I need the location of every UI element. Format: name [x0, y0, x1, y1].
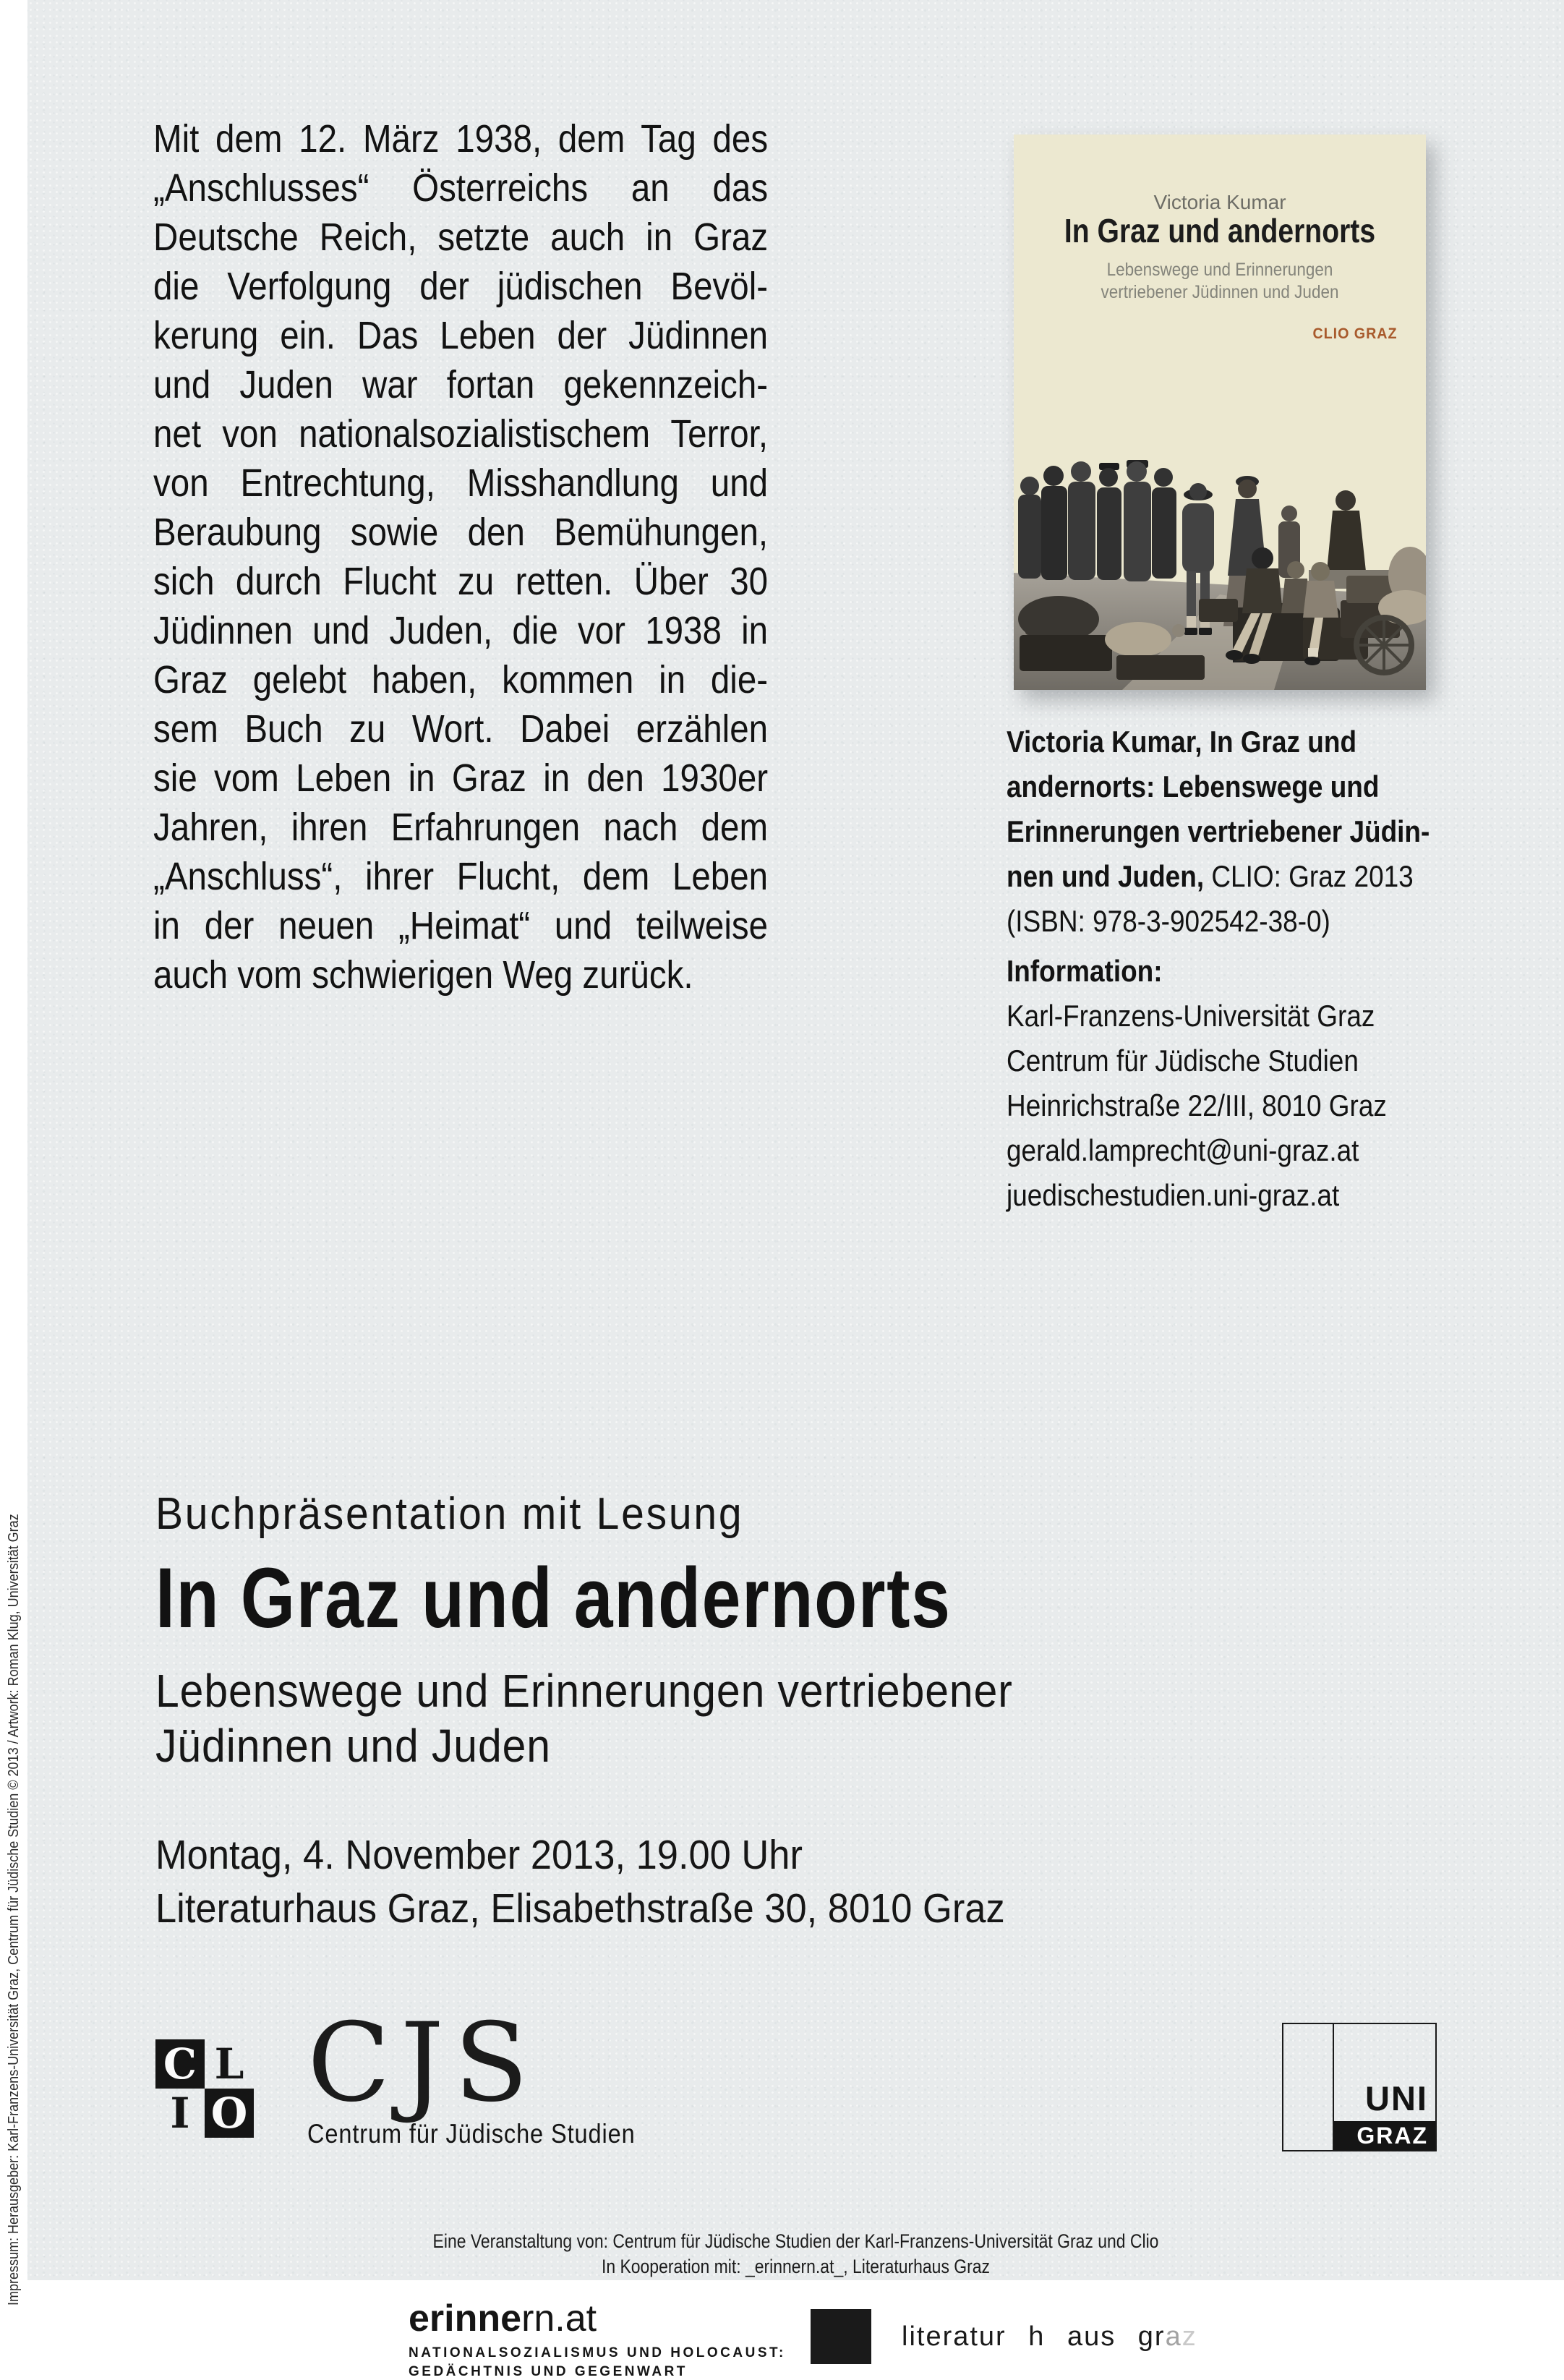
- info-line: juedischestudien.uni-graz.at: [1007, 1178, 1340, 1212]
- intro-line: Deutsche Reich, setzte auch in Graz: [153, 216, 769, 259]
- citation-line: (ISBN: 978-3-902542-38-0): [1007, 904, 1330, 938]
- intro-line: in der neuen „Heimat“ und teilweise: [153, 904, 769, 947]
- intro-line: auch vom schwierigen Weg zurück.: [153, 953, 693, 997]
- event-kicker: Buchpräsentation mit Lesung: [155, 1489, 744, 1539]
- citation-line: Erinnerungen vertriebener Jüdin-: [1007, 814, 1430, 848]
- book-cover-title: In Graz und andernorts: [1064, 212, 1376, 249]
- intro-line: kerung ein. Das Leben der Jüdinnen: [153, 314, 769, 357]
- event-date-venue: [155, 1828, 1005, 1935]
- clio-logo-cell-o: O: [205, 2089, 254, 2138]
- event-subtitle-line1: Lebenswege und Erinnerungen vertriebener: [155, 1665, 1013, 1717]
- book-cover-subtitle-line1: Lebenswege und Erinnerungen: [1106, 260, 1333, 280]
- event-date: Montag, 4. November 2013, 19.00 Uhr: [155, 1832, 803, 1878]
- intro-line: die Verfolgung der jüdischen Bevöl-: [153, 265, 769, 308]
- literaturhaus-wordmark: [902, 2321, 1197, 2353]
- intro-line: net von nationalsozialistischem Terror,: [153, 412, 769, 456]
- book-cover-publisher: CLIO GRAZ: [1312, 325, 1397, 342]
- intro-line: „Anschlusses“ Österreichs an das: [153, 166, 769, 210]
- event-subtitle: [155, 1663, 1013, 1773]
- intro-paragraph: [153, 114, 768, 999]
- info-block: [1007, 949, 1465, 1218]
- intro-line: Jahren, ihren Erfahrungen nach dem: [153, 806, 769, 849]
- erinnern-at-logo: [409, 2298, 786, 2380]
- citation-line: Victoria Kumar, In Graz und: [1007, 725, 1357, 759]
- intro-line: Jüdinnen und Juden, die vor 1938 in: [153, 609, 769, 652]
- organizer-line2: In Kooperation mit: _erinnern.at_, Literaturhaus Graz: [601, 2256, 991, 2277]
- citation-line: andernorts: Lebenswege und: [1007, 769, 1380, 803]
- literaturhaus-wordmark-black: literatur h aus gr: [902, 2321, 1166, 2352]
- intro-line: Beraubung sowie den Bemühungen,: [153, 511, 769, 554]
- cjs-logo-letters: CJS: [307, 2000, 539, 2126]
- intro-line: Mit dem 12. März 1938, dem Tag des: [153, 117, 769, 161]
- info-line: Heinrichstraße 22/III, 8010 Graz: [1007, 1088, 1387, 1122]
- organizer-line1: Eine Veranstaltung von: Centrum für Jüdische Studien der Karl-Franzens-Universität Graz und Clio: [432, 2230, 1159, 2252]
- cjs-logo-caption: Centrum für Jüdische Studien: [307, 2119, 636, 2149]
- info-heading: Information:: [1007, 954, 1163, 988]
- citation-line: nen und Juden, CLIO: Graz 2013: [1007, 859, 1414, 893]
- intro-line: sich durch Flucht zu retten. Über 30: [153, 560, 769, 603]
- impressum-vertical-text: Impressum: Herausgeber: Karl-Franzens-Universität Graz, Centrum für Jüdische Studien © 2013 / Artwork: Roman Klug, Universität Graz: [6, 1514, 22, 2306]
- clio-logo: [155, 2039, 254, 2138]
- info-line: gerald.lamprecht@uni-graz.at: [1007, 1133, 1359, 1167]
- erinnern-at-tagline-line1: NATIONALSOZIALISMUS UND HOLOCAUST:: [409, 2345, 786, 2361]
- book-cover-subtitle-line2: vertriebener Jüdinnen und Juden: [1101, 282, 1339, 302]
- literaturhaus-graz-logo: [811, 2309, 1197, 2364]
- erinnern-at-wordmark: [409, 2298, 786, 2340]
- book-cover-author: Victoria Kumar: [1153, 191, 1286, 213]
- info-lines: [1007, 994, 1465, 1218]
- intro-line: Graz gelebt haben, kommen in die-: [153, 658, 769, 701]
- intro-line: und Juden war fortan gekennzeich-: [153, 363, 769, 406]
- organizer-lines: [142, 2229, 1448, 2279]
- uni-graz-logo: [1282, 2023, 1437, 2151]
- erinnern-at-wordmark-bold: erinne: [409, 2298, 522, 2340]
- book-cover: [1014, 135, 1426, 690]
- clio-logo-cell-i: I: [170, 2089, 190, 2138]
- info-line: Karl-Franzens-Universität Graz: [1007, 999, 1375, 1033]
- intro-line: von Entrechtung, Misshandlung und: [153, 461, 769, 505]
- erinnern-at-tagline: [409, 2344, 786, 2380]
- intro-line: sie vom Leben in Graz in den 1930er: [153, 756, 769, 800]
- clio-logo-cell-l: L: [214, 2039, 244, 2089]
- book-citation: [1007, 720, 1465, 944]
- clio-logo-cell-c: C: [155, 2039, 205, 2089]
- cjs-logo: [307, 2000, 680, 2149]
- uni-graz-logo-graz: GRAZ: [1356, 2122, 1428, 2149]
- literaturhaus-wordmark-light: z: [1181, 2321, 1197, 2352]
- event-venue: Literaturhaus Graz, Elisabethstraße 30, 8010 Graz: [155, 1885, 1005, 1932]
- uni-graz-logo-uni: UNI: [1365, 2079, 1428, 2117]
- info-line: Centrum für Jüdische Studien: [1007, 1044, 1359, 1078]
- book-cover-subtitle: [1035, 259, 1406, 304]
- erinnern-at-tagline-line2: GEDÄCHTNIS UND GEGENWART: [409, 2364, 688, 2380]
- book-cover-photo: [1014, 393, 1426, 690]
- literaturhaus-square-icon: [811, 2309, 871, 2364]
- event-subtitle-line2: Jüdinnen und Juden: [155, 1720, 551, 1772]
- intro-line: „Anschluss“, ihrer Flucht, dem Leben: [153, 855, 769, 898]
- erinnern-at-wordmark-rest: rn.at: [521, 2298, 597, 2340]
- uni-graz-logo-bar: [1334, 2121, 1435, 2150]
- intro-line: sem Buch zu Wort. Dabei erzählen: [153, 707, 769, 751]
- literaturhaus-wordmark-gray: a: [1165, 2321, 1182, 2352]
- event-title: In Graz und andernorts: [155, 1551, 952, 1646]
